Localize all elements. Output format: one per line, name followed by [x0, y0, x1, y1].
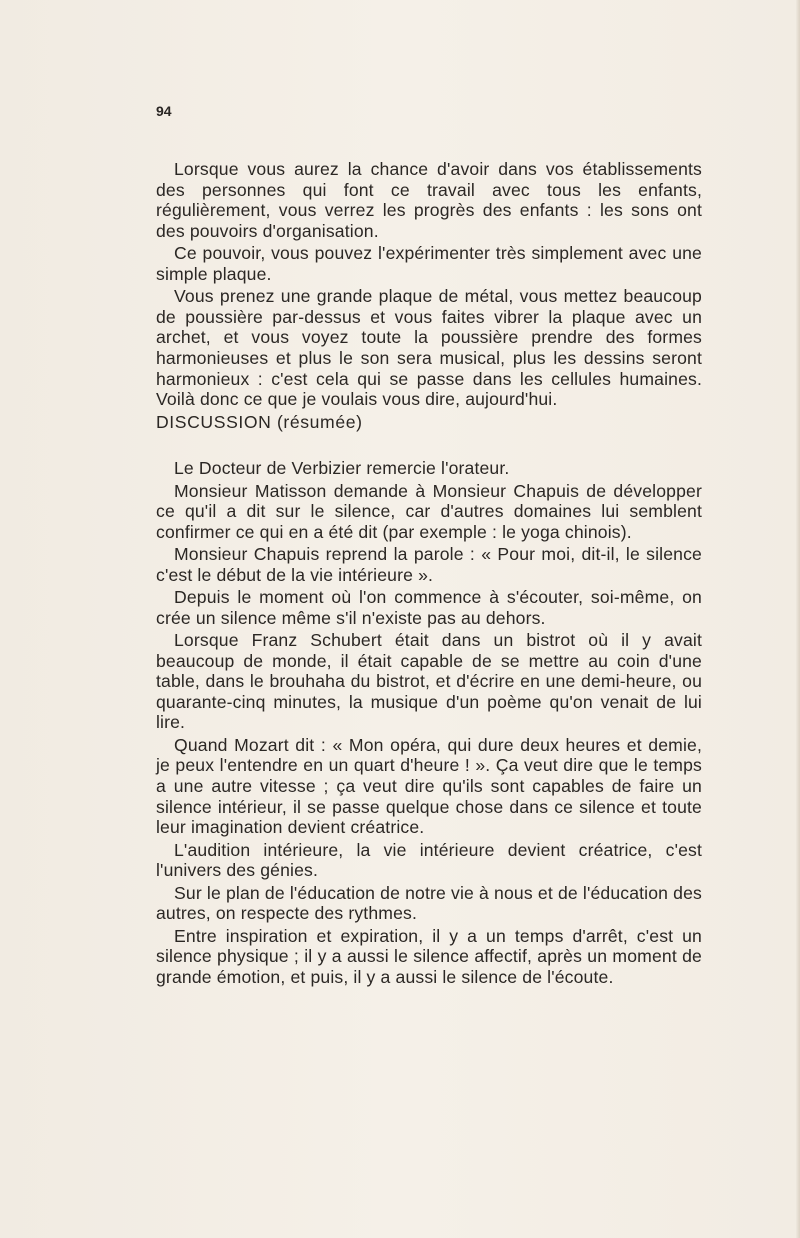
- paragraph: Monsieur Matisson demande à Monsieur Chapuis de développer ce qu'il a dit sur le silence, car d'autres domaines lui semblent confirmer ce qui en a été dit (par exemple : le yoga chinois).: [156, 480, 702, 542]
- paragraph: Entre inspiration et expiration, il y a un temps d'arrêt, c'est un silence physique ; il y a aussi le silence affectif, après un moment de grande émotion, et puis, il y a aussi le silence de l'écoute.: [156, 925, 702, 987]
- paragraph: Lorsque vous aurez la chance d'avoir dans vos établissements des personnes qui font ce travail avec tous les enfants, régulièrement, vous verrez les progrès des enfants : les sons ont des pouvoirs d'organisation.: [156, 159, 702, 241]
- paragraph: Quand Mozart dit : « Mon opéra, qui dure deux heures et demie, je peux l'entendre en un quart d'heure ! ». Ça veut dire que le temps a une autre vitesse ; ça veut dire qu'ils sont capables de faire un silence intérieur, il se passe quelque chose dans ce silence et toute leur imagination devient créatrice.: [156, 734, 702, 838]
- section-heading: DISCUSSION (résumée): [156, 411, 363, 432]
- paragraph: Lorsque Franz Schubert était dans un bistrot où il y avait beaucoup de monde, il était capable de se mettre au coin d'une table, dans le brouhaha du bistrot, et d'écrire en une demi-heure, ou quarante-cinq minutes, la musique d'un poème qu'on venait de lui lire.: [156, 630, 702, 733]
- paragraph: Monsieur Chapuis reprend la parole : « Pour moi, dit-il, le silence c'est le début de la vie intérieure ».: [156, 544, 702, 585]
- page-edge: [796, 0, 800, 1238]
- paragraph: Sur le plan de l'éducation de notre vie à nous et de l'éducation des autres, on respecte des rythmes.: [156, 882, 702, 924]
- page-number: 94: [156, 103, 172, 119]
- page-body: [156, 159, 702, 987]
- paragraph: Le Docteur de Verbizier remercie l'orateur.: [174, 458, 510, 479]
- paragraph: Ce pouvoir, vous pouvez l'expérimenter très simplement avec une simple plaque.: [156, 243, 702, 284]
- paragraph: L'audition intérieure, la vie intérieure devient créatrice, c'est l'univers des génies.: [156, 839, 702, 881]
- paragraph: Vous prenez une grande plaque de métal, vous mettez beaucoup de poussière par-dessus et vous faites vibrer la plaque avec un archet, et vous voyez toute la poussière prendre des formes harmonieuses et plus le son sera musical, plus les dessins seront harmonieux : c'est cela qui se passe dans les cellules humaines. Voilà donc ce que je voulais vous dire, aujourd'hui.: [156, 286, 702, 410]
- paragraph: Depuis le moment où l'on commence à s'écouter, soi-même, on crée un silence même s'il n'existe pas au dehors.: [156, 587, 702, 628]
